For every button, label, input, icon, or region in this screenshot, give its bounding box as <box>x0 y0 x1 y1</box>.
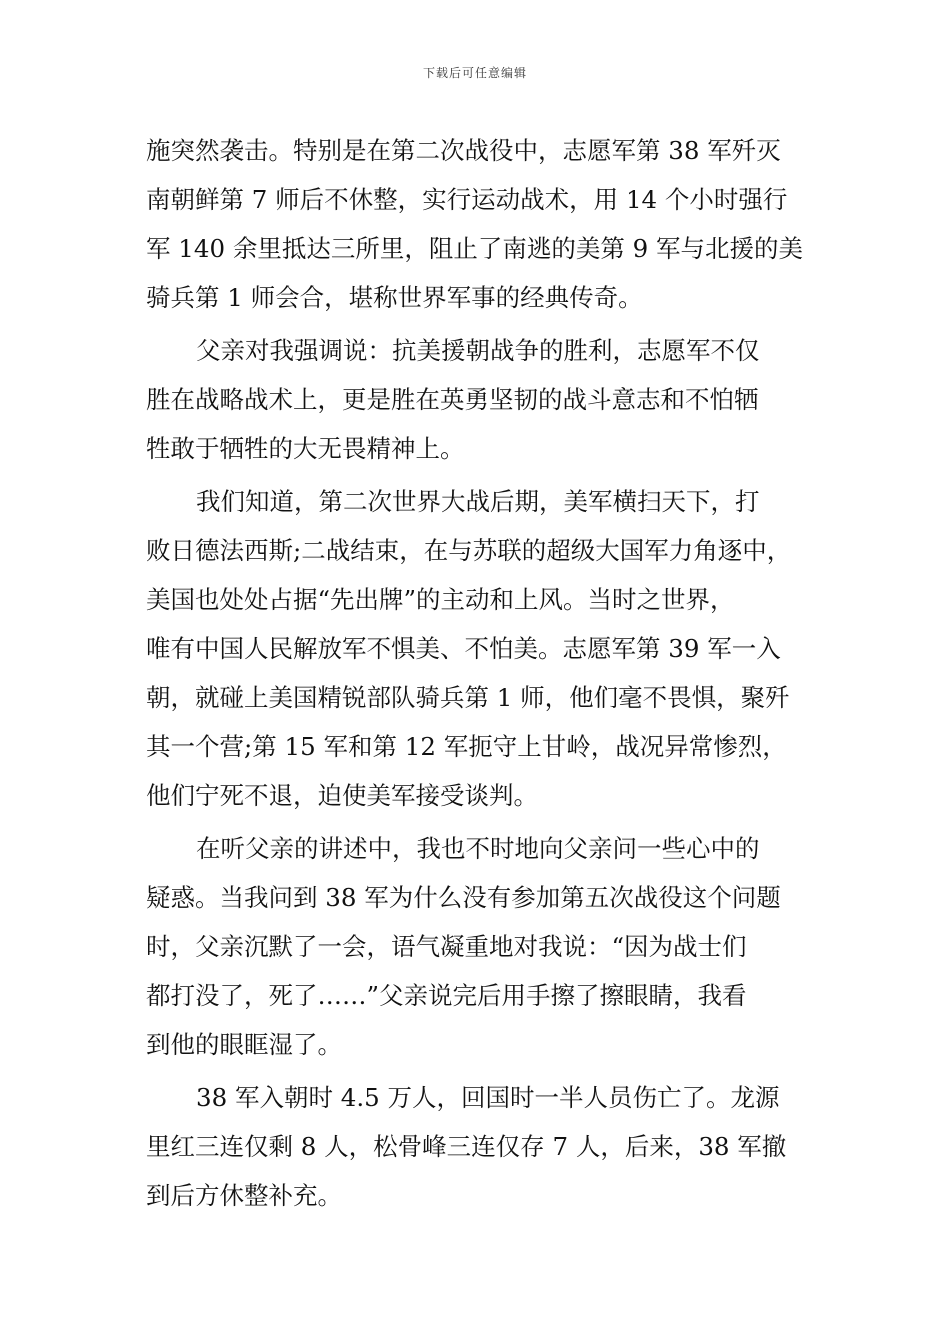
text-line: 我们知道，第二次世界大战后期，美军横扫天下，打 <box>196 487 760 516</box>
text-line: 父亲对我强调说：抗美援朝战争的胜利，志愿军不仅 <box>196 336 760 365</box>
text-line: 施突然袭击。特别是在第二次战役中，志愿军第 38 军歼灭 <box>146 136 781 165</box>
text-line: 都打没了，死了……”父亲说完后用手擦了擦眼睛，我看 <box>146 981 747 1010</box>
text-line: 败日德法西斯;二战结束，在与苏联的超级大国军力角逐中， <box>146 536 792 565</box>
text-line: 时，父亲沉默了一会，语气凝重地对我说：“因为战士们 <box>146 932 747 961</box>
text-line: 唯有中国人民解放军不惧美、不怕美。志愿军第 39 军一入 <box>146 634 781 663</box>
text-line: 到后方休整补充。 <box>146 1181 342 1210</box>
text-line: 在听父亲的讲述中，我也不时地向父亲问一些心中的 <box>196 834 760 863</box>
text-line: 朝，就碰上美国精锐部队骑兵第 1 师，他们毫不畏惧，聚歼 <box>146 683 790 712</box>
text-line: 疑惑。当我问到 38 军为什么没有参加第五次战役这个问题 <box>146 883 781 912</box>
document-body <box>146 126 811 1220</box>
text-line: 骑兵第 1 师会合，堪称世界军事的经典传奇。 <box>146 283 643 312</box>
paragraph <box>146 1073 811 1220</box>
paragraph <box>146 824 811 1069</box>
text-line: 到他的眼眶湿了。 <box>146 1030 342 1059</box>
text-line: 他们宁死不退，迫使美军接受谈判。 <box>146 781 538 810</box>
text-line: 胜在战略战术上，更是胜在英勇坚韧的战斗意志和不怕牺 <box>146 385 759 414</box>
text-line: 38 军入朝时 4.5 万人，回国时一半人员伤亡了。龙源 <box>196 1083 780 1112</box>
text-line: 军 140 余里抵达三所里，阻止了南逃的美第 9 军与北援的美 <box>146 234 803 263</box>
text-line: 美国也处处占据“先出牌”的主动和上风。当时之世界， <box>146 585 735 614</box>
text-line: 里红三连仅剩 8 人，松骨峰三连仅存 7 人，后来，38 军撤 <box>146 1132 787 1161</box>
page-header: 下载后可任意编辑 <box>422 66 527 80</box>
text-line: 其一个营;第 15 军和第 12 军扼守上甘岭，战况异常惨烈， <box>146 732 787 761</box>
paragraph <box>146 126 811 322</box>
paragraph <box>146 477 811 820</box>
text-line: 牲敢于牺牲的大无畏精神上。 <box>146 434 465 463</box>
paragraph <box>146 326 811 473</box>
text-line: 南朝鲜第 7 师后不休整，实行运动战术，用 14 个小时强行 <box>146 185 788 214</box>
